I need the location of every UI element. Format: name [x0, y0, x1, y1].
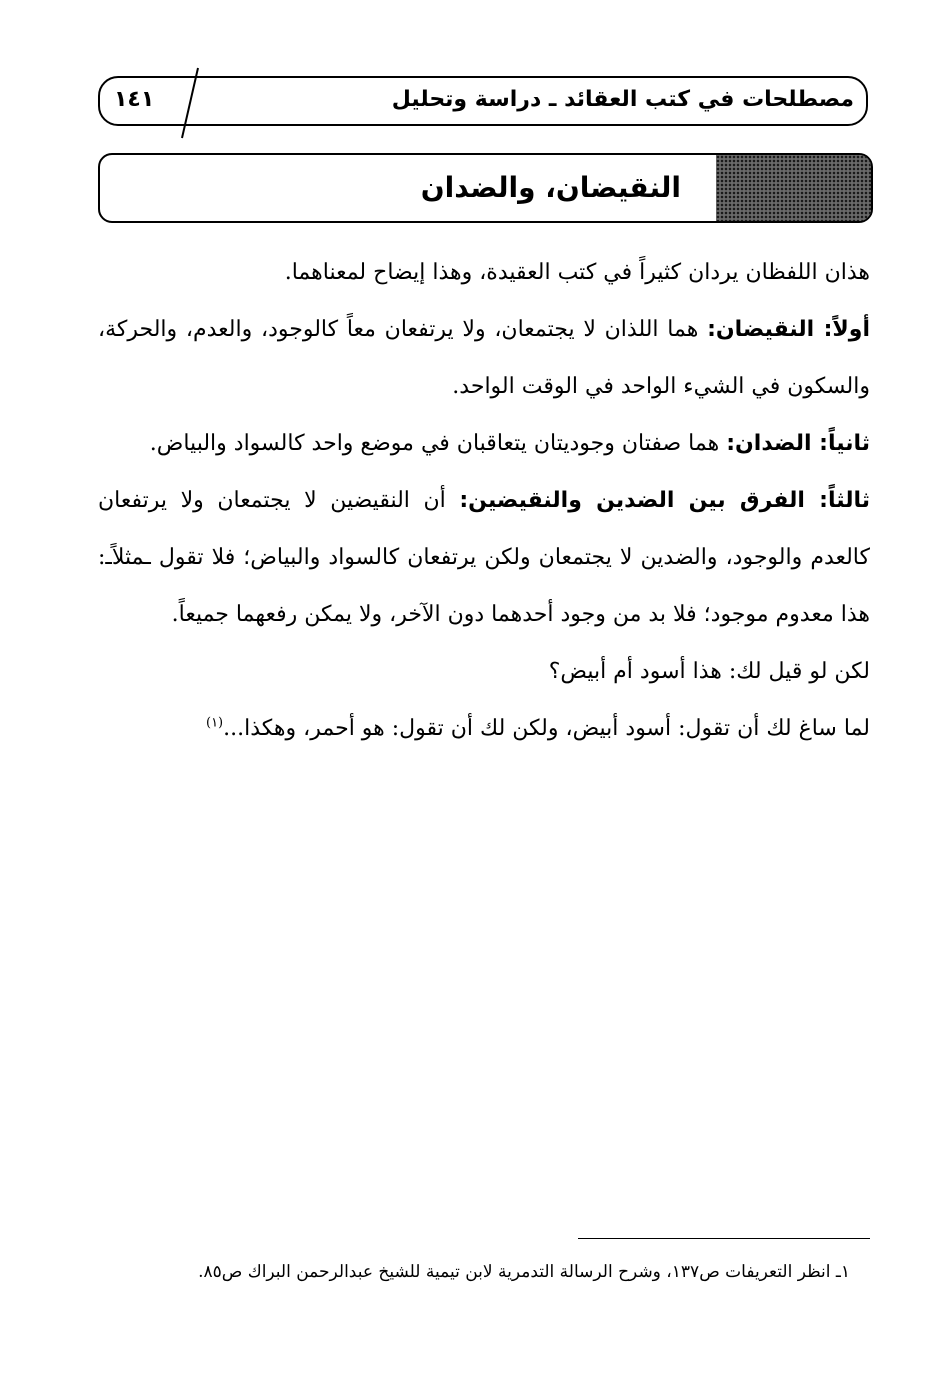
section-title-box	[98, 153, 873, 223]
paragraph-text: هما اللذان لا يجتمعان، ولا يرتفعان معاً كالوجود، والعدم، والحركة، والسكون في الشيء الواحد في الوقت الواحد.	[98, 317, 870, 399]
book-title: مصطلحات في كتب العقائد ـ دراسة وتحليل	[391, 87, 854, 112]
paragraph-text: هما صفتان وجوديتان يتعاقبان في موضع واحد كالسواد والبياض.	[149, 431, 727, 456]
intro-paragraph: هذان اللفظان يردان كثيراً في كتب العقيدة، وهذا إيضاح لمعناهما.	[284, 260, 870, 285]
paragraph-lead: أولاً: النقيضان:	[707, 317, 870, 342]
footnote: ١ـ انظر التعريفات ص١٣٧، وشرح الرسالة التدمرية لابن تيمية للشيخ عبدالرحمن البراك ص٨٥.	[198, 1262, 850, 1282]
question-paragraph: لكن لو قيل لك: هذا أسود أم أبيض؟	[548, 659, 870, 684]
answer-paragraph	[98, 700, 870, 757]
running-header	[98, 76, 868, 126]
footnote-reference[interactable]: (١)	[205, 715, 224, 731]
header-divider-icon	[180, 68, 200, 138]
paragraph-contradictories	[98, 301, 870, 415]
paragraph-lead: ثالثاً: الفرق بين الضدين والنقيضين:	[459, 488, 870, 513]
paragraph-difference	[98, 472, 870, 643]
footnote-divider	[578, 1238, 870, 1239]
paragraph-contraries	[98, 415, 870, 472]
decorative-pattern	[716, 155, 871, 221]
body-text	[98, 244, 870, 757]
paragraph-text: لما ساغ لك أن تقول: أسود أبيض، ولكن لك أن تقول: هو أحمر، وهكذا...	[223, 716, 870, 741]
section-title: النقيضان، والضدان	[420, 171, 681, 204]
paragraph-text: أن النقيضين لا يجتمعان ولا يرتفعان كالعدم والوجود، والضدين لا يجتمعان ولكن يرتفعان كالسواد والبياض؛ فلا تقول ـمثلاًـ: هذا معدوم موجود؛ فلا بد من وجود أحدهما دون الآخر، ولا يمكن رفعهما جميعاً.	[98, 488, 870, 627]
paragraph-lead: ثانياً: الضدان:	[726, 431, 870, 456]
page-number: ١٤١	[114, 87, 155, 112]
